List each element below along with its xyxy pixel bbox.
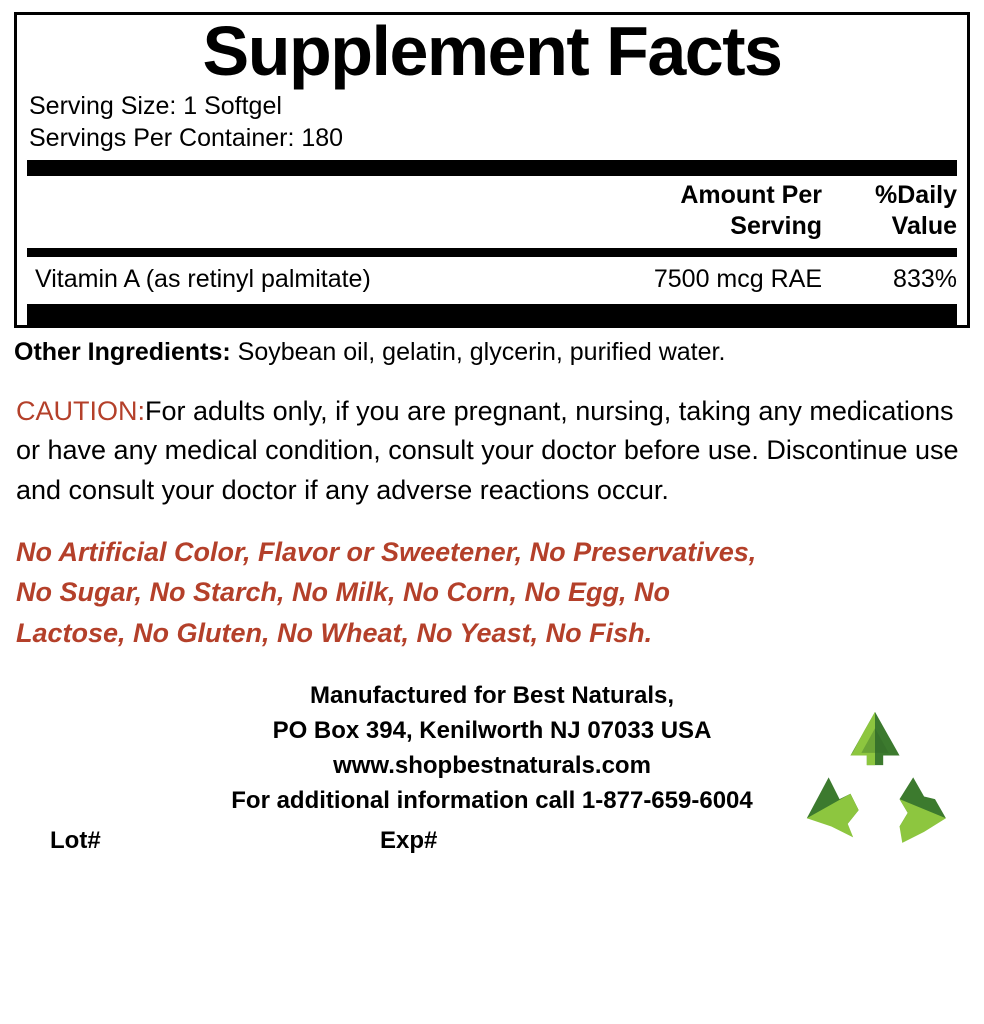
free-from-claims [16,532,970,654]
footer-line-1: Manufactured for Best Naturals, [309,682,675,710]
header-dv-line2: Value [891,211,957,240]
footer-phone: For additional information call 1-877-659-6004 [231,786,753,814]
other-ingredients-label: Other Ingredients: [14,338,231,367]
page-title: Supplement Facts [202,12,782,90]
nutrient-amount: 7500 mcg RAE [653,265,822,294]
table-header-row [27,176,957,249]
manufacturer-footer [14,679,970,859]
header-daily-value [822,180,957,243]
header-amount-line2: Serving [730,211,822,240]
caution-block [16,392,970,509]
nutrient-name: Vitamin A (as retinyl palmitate) [35,265,371,294]
header-amount-per-serving [572,180,822,243]
divider-thick-bottom [27,307,957,325]
header-dv-line1: %Daily [875,180,957,209]
other-ingredients-text: Soybean oil, gelatin, glycerin, purified water. [237,338,726,367]
supplement-facts-panel [14,12,970,328]
footer-line-2: PO Box 394, Kenilworth NJ 07033 USA [272,717,712,745]
claims-line-2: No Sugar, No Starch, No Milk, No Corn, No Egg, No [16,577,671,608]
claims-line-1: No Artificial Color, Flavor or Sweetener, No Preservatives, [16,536,757,567]
footer-website: www.shopbestnaturals.com [333,751,651,779]
caution-label: CAUTION: [16,396,146,427]
table-row [27,257,957,304]
other-ingredients [14,337,970,368]
serving-size: Serving Size: 1 Softgel [29,91,282,120]
nutrient-daily-value: 833% [893,265,957,294]
recycle-icon [790,701,960,851]
caution-text: For adults only, if you are pregnant, nursing, taking any medications or have any medical condition, consult your doctor before use. Discontinue use and consult your doctor if any adverse reactions occur. [16,396,959,505]
divider-thick-top [27,160,957,176]
exp-label: Exp# [380,827,438,855]
header-amount-line1: Amount Per [680,180,822,209]
divider-medium [27,248,957,257]
lot-label: Lot# [50,827,101,855]
servings-per-container: Servings Per Container: 180 [29,123,344,152]
claims-line-3: Lactose, No Gluten, No Wheat, No Yeast, No Fish. [16,617,653,648]
